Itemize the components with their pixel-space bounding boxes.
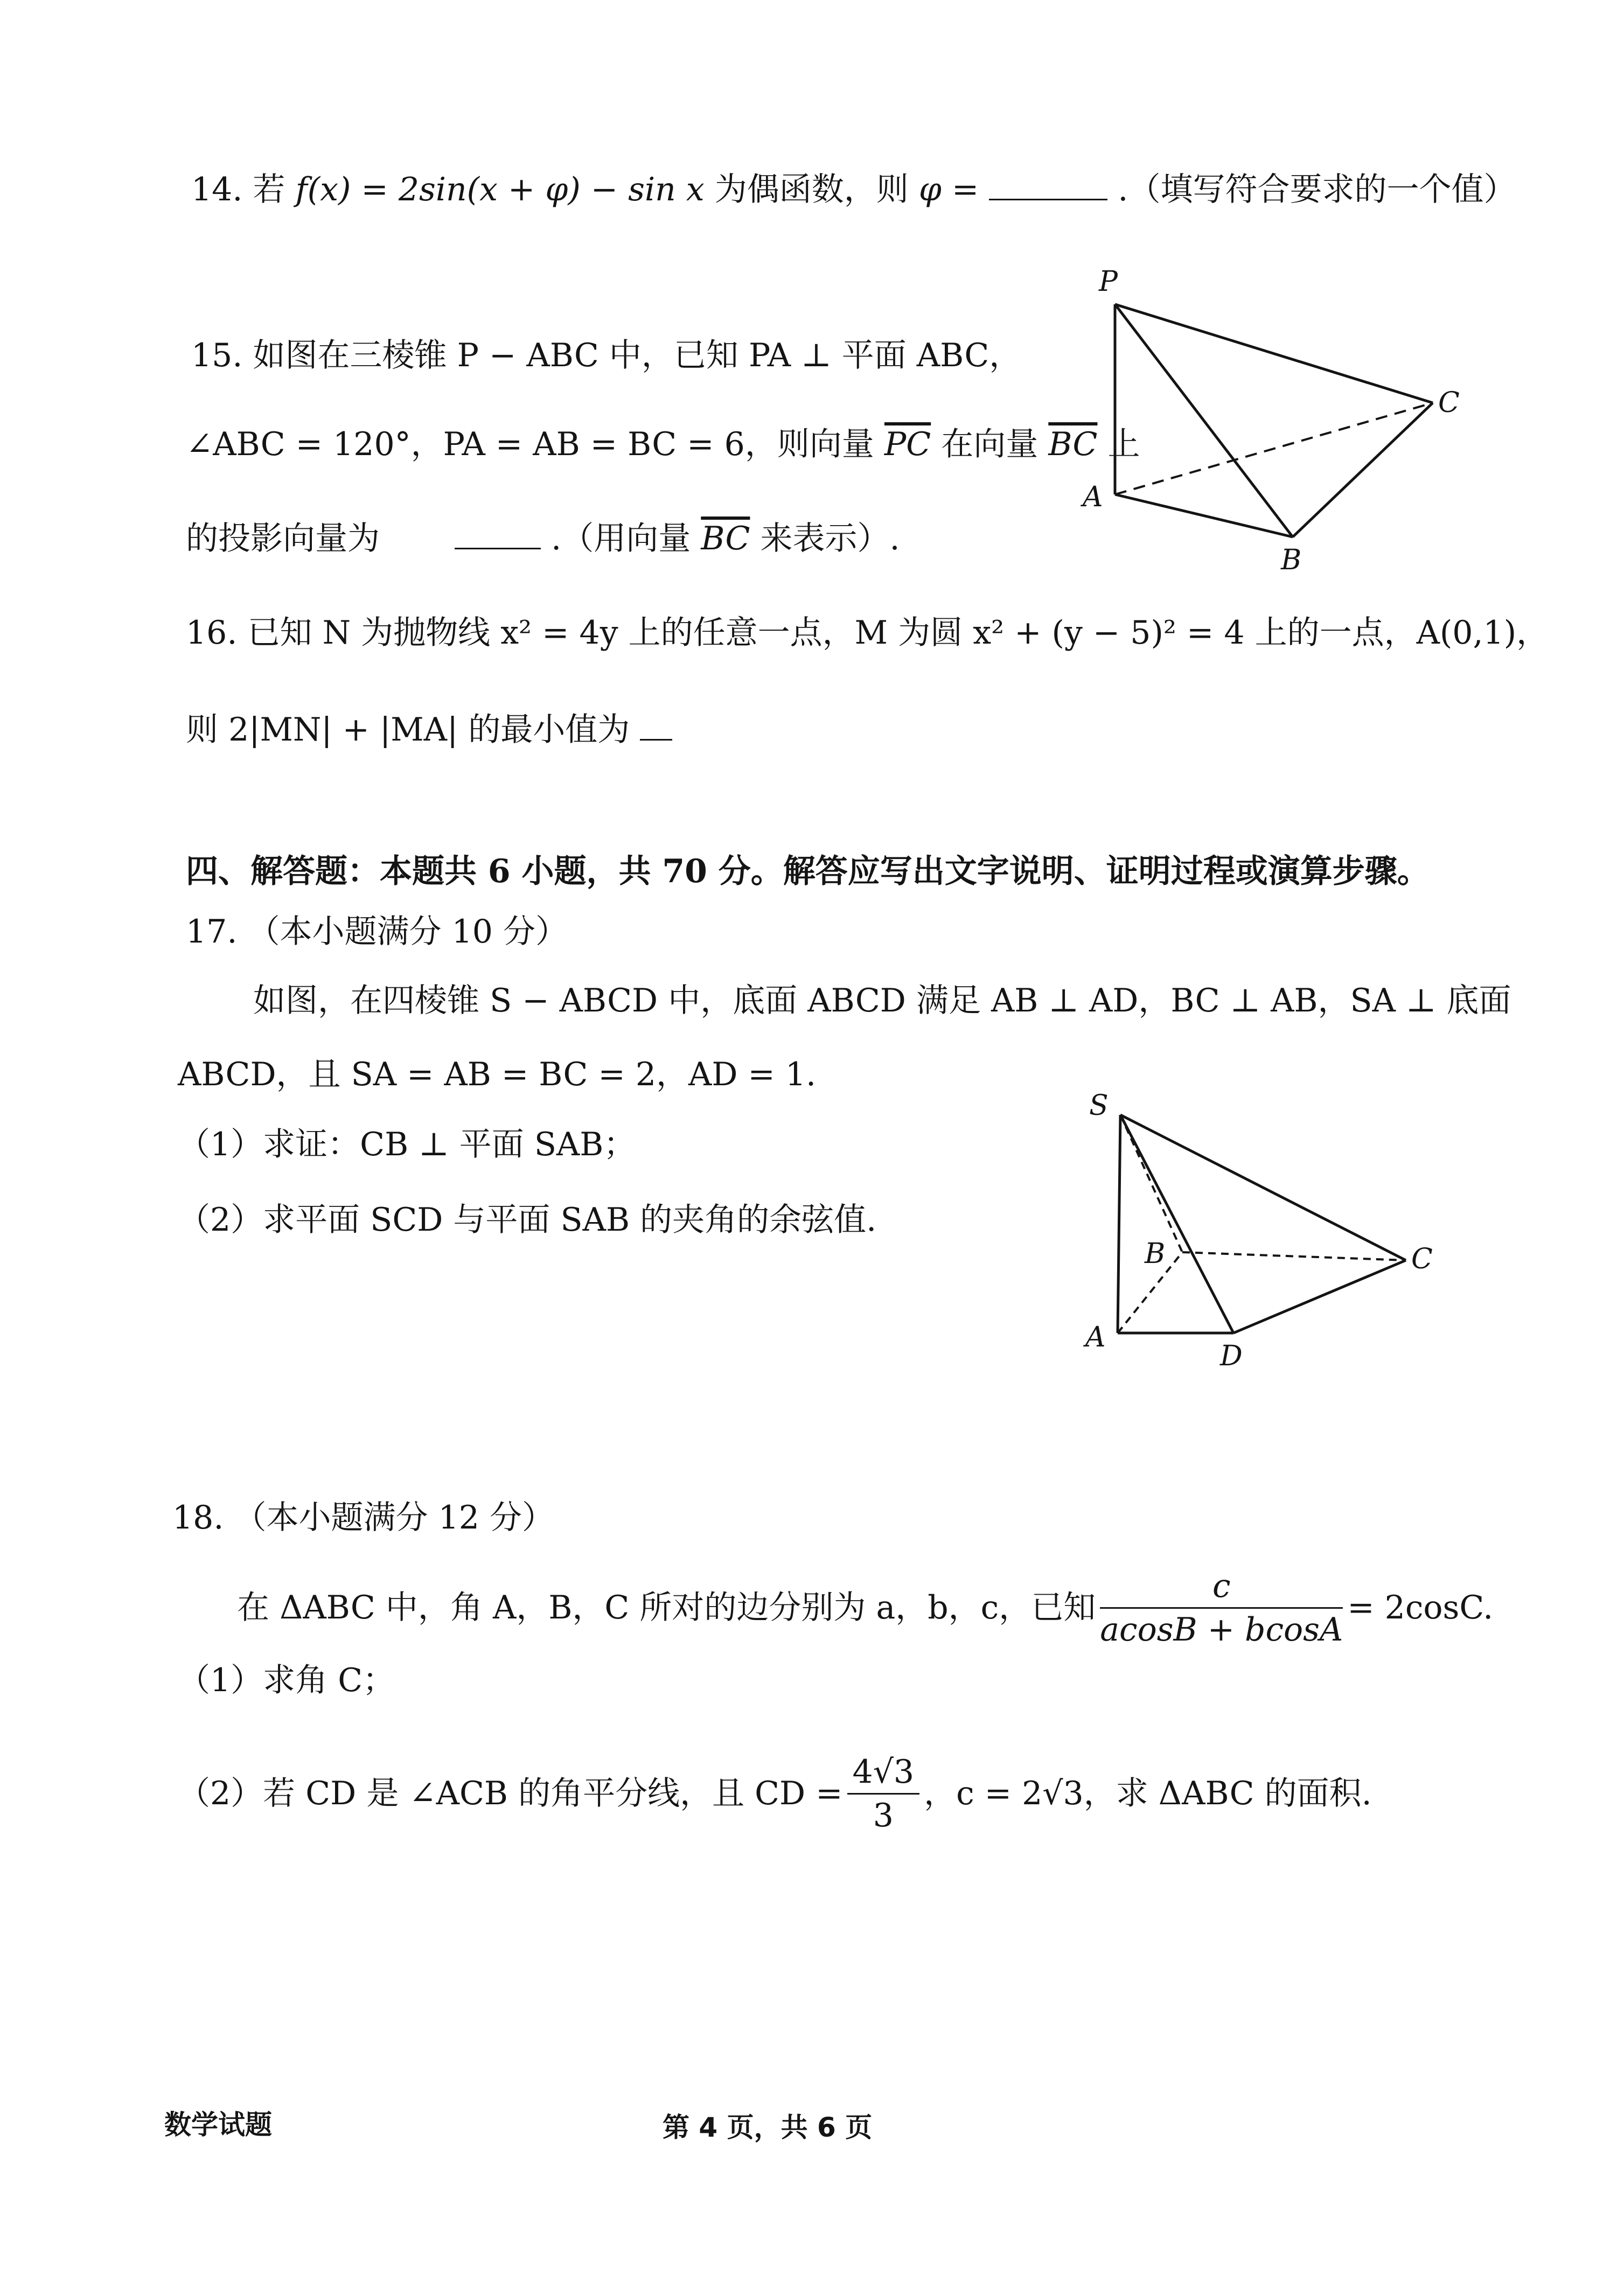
q17-label-c: C [1411, 1243, 1433, 1275]
q15-label-p: P [1099, 266, 1118, 298]
q16-line1: 16. 已知 N 为抛物线 x² = 4y 上的任意一点，M 为圆 x² + (y − 5)² = 4 上的一点，A(0,1)， [186, 614, 1549, 652]
q15-line3-b: .（用向量 [551, 520, 691, 557]
q14-number: 14. [191, 171, 243, 208]
q16-line2 [186, 708, 672, 751]
q18-cd-fraction [847, 1753, 920, 1834]
q17-label-s: S [1089, 1090, 1109, 1122]
q15-pyramid-figure [1067, 264, 1487, 582]
q18-fraction-denominator: acosB + bcosA [1100, 1610, 1343, 1649]
q18-line1-b: = 2cosC. [1347, 1589, 1494, 1627]
q14-formula: f(x) = 2sin(x + φ) − sin x [295, 171, 705, 208]
q17-header: 17. （本小题满分 10 分） [186, 913, 568, 951]
q15-line3 [186, 517, 900, 560]
q15-line1-text: 如图在三棱锥 P − ABC 中，已知 PA ⊥ 平面 ABC， [253, 337, 1022, 374]
q18-part2-b: ，c = 2√3，求 ΔABC 的面积. [924, 1775, 1372, 1812]
q17-label-b: B [1145, 1238, 1166, 1270]
q17-label-d: D [1220, 1340, 1243, 1372]
q15-number: 15. [191, 337, 243, 374]
q17-part2: （2）求平面 SCD 与平面 SAB 的夹角的余弦值. [178, 1201, 877, 1239]
q18-fraction-numerator: c [1100, 1567, 1343, 1609]
q15-label-c: C [1438, 387, 1460, 419]
q15-vector-bc: $\overline{BC}$ [1048, 425, 1098, 463]
q15-line2-b: 在向量 [941, 425, 1038, 463]
section4-heading: 四、解答题：本题共 6 小题，共 70 分。解答应写出文字说明、证明过程或演算步骤。 [186, 853, 1430, 890]
q14-line [191, 168, 1516, 211]
q18-line1 [237, 1565, 1493, 1651]
q15-vector-bc2: $\overline{BC}$ [701, 520, 750, 557]
q18-part2-a: （2）若 CD 是 ∠ACB 的角平分线，且 CD = [178, 1775, 843, 1812]
q17-pyramid-figure [1083, 1083, 1460, 1373]
q15-answer-blank [455, 521, 541, 549]
q18-given-fraction [1100, 1567, 1343, 1649]
q17-line2: ABCD，且 SA = AB = BC = 2，AD = 1. [178, 1056, 817, 1093]
q14-phi-eq: φ = [918, 171, 979, 208]
q15-label-b: B [1281, 544, 1302, 576]
q15-vector-pc: $\overline{PC}$ [884, 425, 931, 463]
q18-cd-denominator: 3 [873, 1796, 894, 1834]
q17-label-a: A [1085, 1321, 1106, 1353]
q14-hint: .（填写符合要求的一个值） [1118, 171, 1516, 208]
q15-line2 [186, 423, 1140, 466]
q14-answer-blank [989, 172, 1107, 200]
q17-line1: 如图，在四棱锥 S − ABCD 中，底面 ABCD 满足 AB ⊥ AD，BC ⊥ AB，SA ⊥ 底面 [253, 982, 1511, 1020]
q15-line3-a: 的投影向量为 [186, 520, 380, 557]
q18-part2 [178, 1750, 1372, 1837]
q15-line2-c: 上 [1107, 425, 1140, 463]
q18-cd-numerator: 4√3 [847, 1753, 920, 1795]
q15-line2-a: ∠ABC = 120°，PA = AB = BC = 6，则向量 [186, 425, 874, 463]
q15-label-a: A [1083, 481, 1103, 513]
q16-line2-text: 则 2|MN| + |MA| 的最小值为 [186, 711, 630, 749]
footer-subject: 数学试题 [164, 2109, 272, 2140]
q18-header: 18. （本小题满分 12 分） [172, 1499, 554, 1537]
q14-text-mid: 为偶函数，则 [714, 171, 909, 208]
q17-part1: （1）求证：CB ⊥ 平面 SAB； [178, 1126, 636, 1163]
q16-answer-blank [640, 712, 672, 741]
q18-line1-a: 在 ΔABC 中，角 A，B，C 所对的边分别为 a，b，c，已知 [237, 1589, 1096, 1627]
q15-line1 [191, 334, 1021, 377]
footer-page-number: 第 4 页，共 6 页 [663, 2112, 873, 2143]
q14-text-before: 若 [253, 171, 285, 208]
q15-line3-c: 来表示）. [760, 520, 900, 557]
q18-part1: （1）求角 C； [178, 1662, 395, 1699]
